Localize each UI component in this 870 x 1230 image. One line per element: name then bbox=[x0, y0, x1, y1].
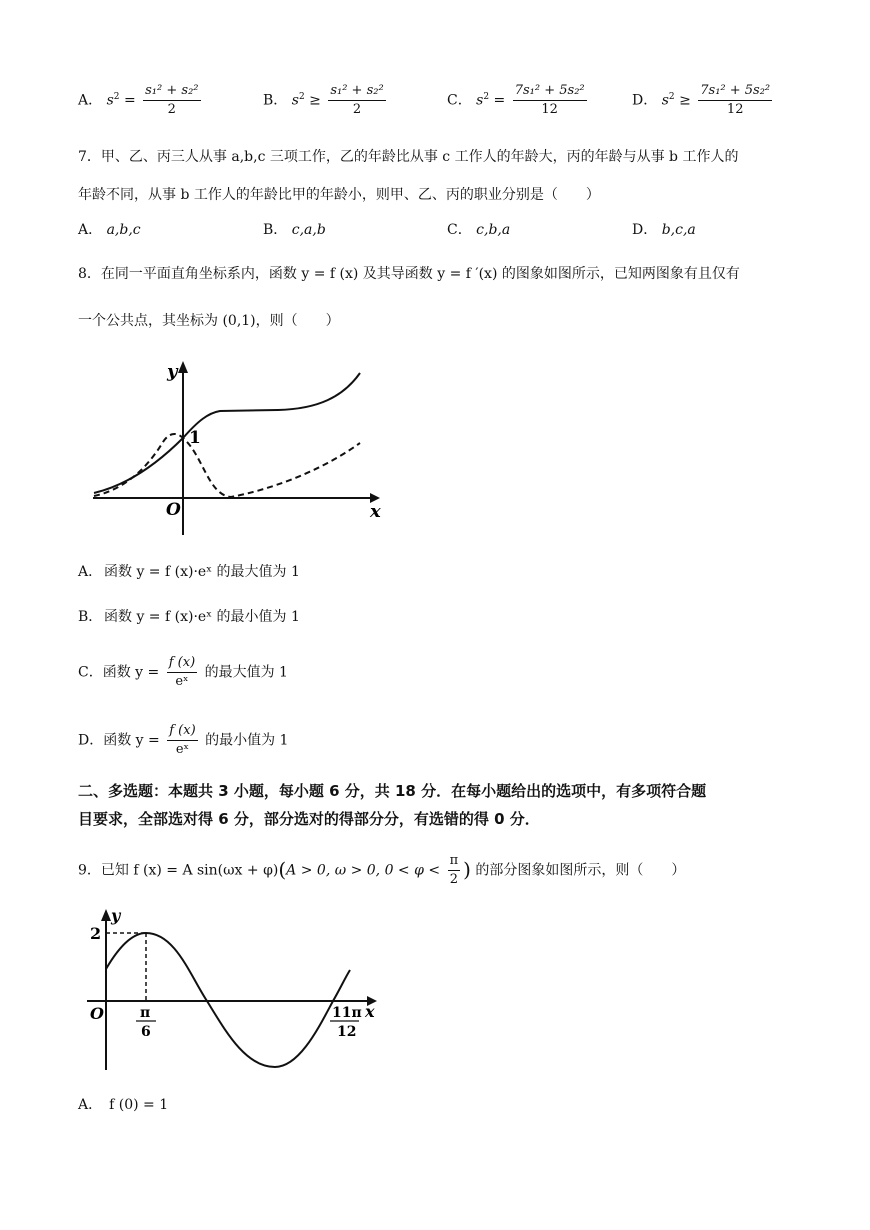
q8-stem-line2: 一个公共点，其坐标为 (0,1)，则（ ） bbox=[78, 313, 340, 329]
fraction: $\frac{f (x)}{\text{eˣ}}$ bbox=[168, 655, 196, 689]
q6-option-c[interactable]: C． $s^2$ = $\frac{\text{7s₁² + 5s₂²}}{12}$ bbox=[447, 83, 585, 117]
tick-pi-6-den: 6 bbox=[141, 1024, 151, 1040]
origin-label: O bbox=[90, 1004, 104, 1023]
q7-stem-line1: 7．甲、乙、丙三人从事 a,b,c 三项工作，乙的年龄比从事 c 工作人的年龄大，丙的年龄与从事 b 工作人的 bbox=[78, 149, 739, 165]
q7-option-a[interactable]: A． a,b,c bbox=[78, 222, 141, 238]
y-axis-arrow bbox=[178, 361, 188, 373]
tick-11pi-12-num: 11π bbox=[332, 1005, 362, 1021]
q7-option-b[interactable]: B． c,a,b bbox=[263, 222, 326, 238]
y-axis-label: y bbox=[111, 906, 121, 925]
q7-stem-line2: 年龄不同，从事 b 工作人的年龄比甲的年龄小，则甲、乙、丙的职业分别是（ ） bbox=[78, 187, 600, 203]
q6-option-b[interactable]: B． $s^2$ ≥ $\frac{\text{s₁² + s₂²}}{2}$ bbox=[263, 83, 384, 117]
y-axis-arrow bbox=[101, 909, 111, 921]
q9-stem: 9．已知 f (x) = A sin(ωx + φ)(A > 0, ω > 0, 0 < φ < $\frac{\pi}{2}$ ) 的部分图象如图所示，则（ ） bbox=[78, 853, 686, 887]
f-curve bbox=[94, 373, 360, 493]
q8-option-d[interactable]: D．函数 y = $\frac{f (x)}{\text{eˣ}}$ 的最小值为 1 bbox=[78, 723, 289, 757]
origin-label: O bbox=[166, 500, 181, 520]
fraction: $\frac{\text{s₁² + s₂²}}{2}$ bbox=[145, 83, 199, 117]
q7-option-c[interactable]: C． c,b,a bbox=[447, 222, 511, 238]
q6-option-d[interactable]: D． $s^2$ ≥ $\frac{\text{7s₁² + 5s₂²}}{12}$ bbox=[632, 83, 771, 117]
section-heading-line2: 目要求，全部选对得 6 分，部分选对的得部分分，有选错的得 0 分． bbox=[78, 810, 540, 828]
q8-option-b[interactable]: 函数 y = f (x)·eˣ 的最小值为 1 bbox=[104, 609, 300, 625]
x-axis-label: x bbox=[370, 501, 381, 522]
point-label: 1 bbox=[189, 428, 201, 448]
section-heading-line1: 二、多选题：本题共 3 小题，每小题 6 分，共 18 分．在每小题给出的选项中，有多项符合题 bbox=[78, 782, 707, 800]
fraction: $\frac{\pi}{2}$ bbox=[449, 853, 459, 887]
fraction: $\frac{\text{7s₁² + 5s₂²}}{12}$ bbox=[514, 83, 585, 117]
tick-pi-6-num: π bbox=[140, 1005, 151, 1021]
tick-11pi-12-den: 12 bbox=[337, 1024, 357, 1040]
q7-option-d[interactable]: D． b,c,a bbox=[632, 222, 696, 238]
q8-graph bbox=[88, 355, 388, 540]
q8-option-c[interactable]: C．函数 y = $\frac{f (x)}{\text{eˣ}}$ 的最大值为 1 bbox=[78, 655, 288, 689]
q9-option-a[interactable]: A． f (0) = 1 bbox=[78, 1097, 169, 1113]
x-axis-label: x bbox=[365, 1002, 375, 1021]
fraction: $\frac{\text{7s₁² + 5s₂²}}{12}$ bbox=[700, 83, 771, 117]
max-value-label: 2 bbox=[90, 924, 102, 943]
q9-graph bbox=[85, 905, 385, 1075]
fraction: $\frac{\text{s₁² + s₂²}}{2}$ bbox=[330, 83, 384, 117]
q8-stem-line1: 8．在同一平面直角坐标系内，函数 y = f (x) 及其导函数 y = f ′(x) 的图象如图所示，已知两图象有且仅有 bbox=[78, 266, 740, 282]
q6-option-a[interactable]: A． $s^2$ = $\frac{\text{s₁² + s₂²}}{2}$ bbox=[78, 83, 199, 117]
y-axis-label: y bbox=[167, 361, 178, 382]
f-prime-curve bbox=[94, 434, 360, 497]
fraction: $\frac{f (x)}{\text{eˣ}}$ bbox=[169, 723, 196, 757]
q8-option-a[interactable]: 函数 y = f (x)·eˣ 的最大值为 1 bbox=[104, 564, 300, 580]
